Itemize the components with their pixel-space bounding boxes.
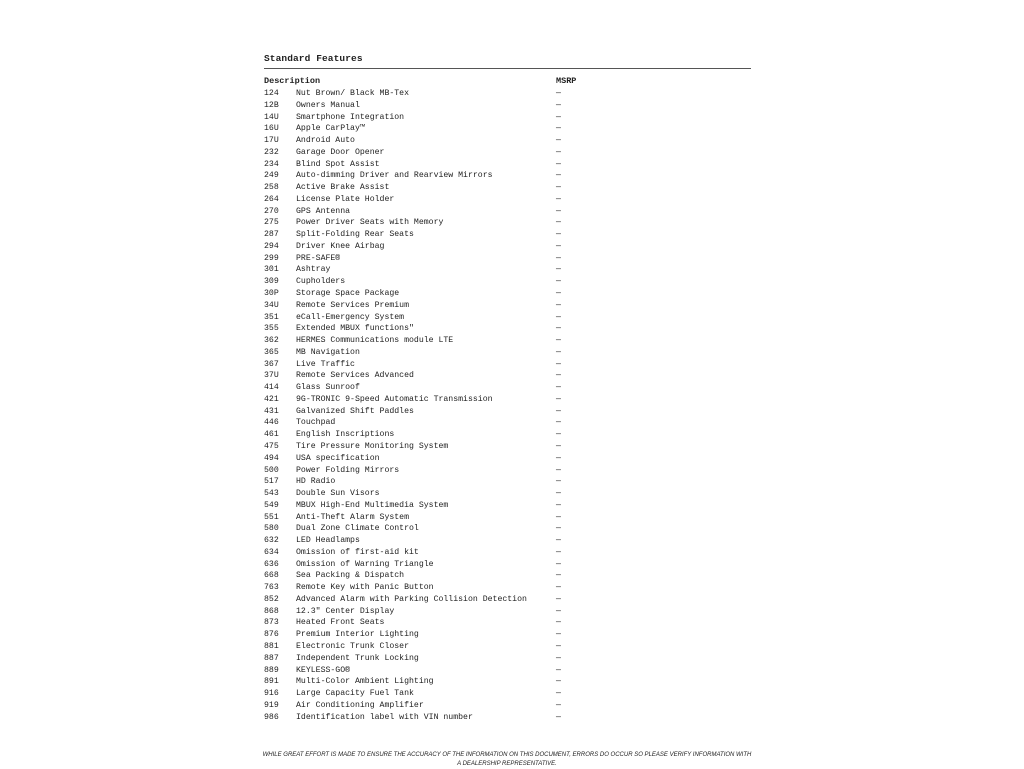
feature-row <box>264 500 584 512</box>
feature-code: 986 <box>264 712 279 722</box>
feature-row <box>264 582 584 594</box>
feature-msrp: — <box>556 665 561 675</box>
feature-msrp: — <box>556 630 561 640</box>
feature-msrp: — <box>556 489 561 499</box>
feature-row <box>264 170 584 182</box>
feature-row <box>264 547 584 559</box>
feature-code: 500 <box>264 465 279 475</box>
feature-msrp: — <box>556 289 561 299</box>
feature-description: Nut Brown/ Black MB-Tex <box>296 89 410 98</box>
feature-msrp: — <box>556 206 561 216</box>
feature-row <box>264 147 584 159</box>
feature-msrp: — <box>556 253 561 263</box>
feature-code: 294 <box>264 241 279 251</box>
feature-code: 232 <box>264 147 279 157</box>
feature-msrp: — <box>556 171 561 181</box>
feature-description: Identification label with VIN number <box>296 712 473 722</box>
feature-row <box>264 523 584 535</box>
feature-description: Ashtray <box>296 265 331 275</box>
feature-code: 475 <box>264 441 279 451</box>
feature-code: 258 <box>264 183 279 193</box>
feature-code: 367 <box>264 359 279 369</box>
feature-msrp: — <box>556 147 561 157</box>
feature-msrp: — <box>556 136 561 146</box>
feature-row <box>264 665 584 677</box>
feature-code: 421 <box>264 394 279 404</box>
feature-description: Touchpad <box>296 418 336 428</box>
feature-msrp: — <box>556 194 561 204</box>
feature-list <box>264 88 584 723</box>
feature-row <box>264 465 584 477</box>
feature-code: 355 <box>264 324 279 334</box>
feature-msrp: — <box>556 677 561 687</box>
feature-msrp: — <box>556 383 561 393</box>
feature-msrp: — <box>556 124 561 134</box>
feature-row <box>264 264 584 276</box>
feature-code: 275 <box>264 218 279 228</box>
feature-msrp: — <box>556 359 561 369</box>
feature-msrp: — <box>556 230 561 240</box>
feature-code: 868 <box>264 606 279 616</box>
feature-code: 543 <box>264 489 279 499</box>
feature-code: 351 <box>264 312 279 322</box>
feature-row <box>264 535 584 547</box>
feature-row <box>264 370 584 382</box>
feature-code: 494 <box>264 453 279 463</box>
feature-description: English Inscriptions <box>296 430 395 440</box>
feature-row <box>264 276 584 288</box>
feature-msrp: — <box>556 218 561 228</box>
feature-code: 299 <box>264 253 279 263</box>
feature-description: Storage Space Package <box>296 289 400 299</box>
feature-code: 549 <box>264 500 279 510</box>
feature-msrp: — <box>556 183 561 193</box>
msrp-column-header: MSRP <box>556 76 577 86</box>
feature-description: Blind Spot Assist <box>296 159 380 169</box>
feature-row <box>264 323 584 335</box>
feature-row <box>264 653 584 665</box>
feature-code: 634 <box>264 547 279 557</box>
feature-description: Extended MBUX functions" <box>296 324 414 334</box>
feature-row <box>264 335 584 347</box>
feature-row <box>264 641 584 653</box>
feature-row <box>264 241 584 253</box>
feature-description: Auto-dimming Driver and Rearview Mirrors <box>296 171 493 181</box>
feature-description: HERMES Communications module LTE <box>296 336 454 346</box>
feature-code: 636 <box>264 559 279 569</box>
feature-msrp: — <box>556 594 561 604</box>
feature-row <box>264 712 584 724</box>
feature-code: 287 <box>264 230 279 240</box>
feature-msrp: — <box>556 536 561 546</box>
feature-msrp: — <box>556 312 561 322</box>
feature-msrp: — <box>556 689 561 699</box>
feature-msrp: — <box>556 524 561 534</box>
feature-description: Smartphone Integration <box>296 112 405 122</box>
feature-msrp: — <box>556 112 561 122</box>
feature-row <box>264 406 584 418</box>
disclaimer: WHILE GREAT EFFORT IS MADE TO ENSURE THE ACCURACY OF THE INFORMATION ON THIS DOCUMENT, ERRORS DO OCCUR SO PLEASE VERIFY INFORMATION WITH A DEALERSHIP REPRESENTATIVE. <box>262 752 752 767</box>
feature-code: 309 <box>264 277 279 287</box>
feature-description: Omission of Warning Triangle <box>296 559 434 569</box>
feature-row <box>264 617 584 629</box>
feature-msrp: — <box>556 512 561 522</box>
feature-code: 414 <box>264 383 279 393</box>
feature-description: Remote Key with Panic Button <box>296 583 434 593</box>
feature-description: Double Sun Visors <box>296 489 380 499</box>
feature-description: Split-Folding Rear Seats <box>296 230 414 240</box>
feature-row <box>264 300 584 312</box>
feature-code: 517 <box>264 477 279 487</box>
feature-code: 34U <box>264 300 279 310</box>
feature-msrp: — <box>556 477 561 487</box>
feature-msrp: — <box>556 712 561 722</box>
feature-row <box>264 594 584 606</box>
feature-description: GPS Antenna <box>296 206 351 216</box>
feature-description: Cupholders <box>296 277 346 287</box>
feature-description: PRE-SAFE® <box>296 253 341 263</box>
feature-row <box>264 253 584 265</box>
feature-row <box>264 676 584 688</box>
feature-code: 876 <box>264 630 279 640</box>
feature-description: Air Conditioning Amplifier <box>296 700 424 710</box>
feature-msrp: — <box>556 430 561 440</box>
feature-description: Multi-Color Ambient Lighting <box>296 677 434 687</box>
feature-code: 37U <box>264 371 279 381</box>
feature-code: 17U <box>264 136 279 146</box>
feature-description: 12.3" Center Display <box>296 606 395 616</box>
feature-msrp: — <box>556 265 561 275</box>
feature-description: LED Headlamps <box>296 536 360 546</box>
feature-row <box>264 135 584 147</box>
feature-row <box>264 159 584 171</box>
feature-row <box>264 312 584 324</box>
section-divider <box>264 68 751 69</box>
feature-row <box>264 441 584 453</box>
feature-description: Electronic Trunk Closer <box>296 641 410 651</box>
feature-description: Dual Zone Climate Control <box>296 524 419 534</box>
feature-description: HD Radio <box>296 477 336 487</box>
feature-description: Remote Services Premium <box>296 300 410 310</box>
feature-row <box>264 123 584 135</box>
feature-code: 919 <box>264 700 279 710</box>
feature-row <box>264 112 584 124</box>
feature-msrp: — <box>556 406 561 416</box>
feature-code: 889 <box>264 665 279 675</box>
feature-row <box>264 288 584 300</box>
feature-row <box>264 182 584 194</box>
feature-msrp: — <box>556 159 561 169</box>
feature-msrp: — <box>556 500 561 510</box>
feature-code: 14U <box>264 112 279 122</box>
feature-description: Active Brake Assist <box>296 183 390 193</box>
feature-code: 881 <box>264 641 279 651</box>
feature-msrp: — <box>556 606 561 616</box>
feature-msrp: — <box>556 394 561 404</box>
feature-row <box>264 559 584 571</box>
feature-description: Tire Pressure Monitoring System <box>296 441 449 451</box>
feature-msrp: — <box>556 453 561 463</box>
feature-row <box>264 476 584 488</box>
feature-description: Large Capacity Fuel Tank <box>296 689 414 699</box>
feature-msrp: — <box>556 559 561 569</box>
feature-description: Live Traffic <box>296 359 355 369</box>
feature-code: 632 <box>264 536 279 546</box>
feature-code: 249 <box>264 171 279 181</box>
feature-row <box>264 382 584 394</box>
feature-msrp: — <box>556 441 561 451</box>
feature-msrp: — <box>556 583 561 593</box>
feature-description: Independent Trunk Locking <box>296 653 419 663</box>
feature-row <box>264 570 584 582</box>
feature-code: 763 <box>264 583 279 593</box>
feature-msrp: — <box>556 347 561 357</box>
feature-description: MB Navigation <box>296 347 360 357</box>
feature-description: Remote Services Advanced <box>296 371 414 381</box>
feature-code: 891 <box>264 677 279 687</box>
feature-code: 580 <box>264 524 279 534</box>
feature-msrp: — <box>556 241 561 251</box>
feature-row <box>264 347 584 359</box>
feature-msrp: — <box>556 100 561 110</box>
feature-code: 887 <box>264 653 279 663</box>
feature-code: 264 <box>264 194 279 204</box>
feature-row <box>264 100 584 112</box>
feature-row <box>264 217 584 229</box>
feature-description: Heated Front Seats <box>296 618 385 628</box>
feature-description: Galvanized Shift Paddles <box>296 406 414 416</box>
feature-code: 852 <box>264 594 279 604</box>
feature-code: 16U <box>264 124 279 134</box>
feature-description: Advanced Alarm with Parking Collision Detection <box>296 594 527 604</box>
feature-description: Android Auto <box>296 136 355 146</box>
feature-code: 446 <box>264 418 279 428</box>
feature-row <box>264 606 584 618</box>
feature-msrp: — <box>556 336 561 346</box>
section-title: Standard Features <box>264 53 363 64</box>
feature-code: 12B <box>264 100 279 110</box>
feature-row <box>264 229 584 241</box>
feature-msrp: — <box>556 618 561 628</box>
feature-row <box>264 417 584 429</box>
feature-description: Premium Interior Lighting <box>296 630 419 640</box>
feature-row <box>264 488 584 500</box>
feature-row <box>264 629 584 641</box>
feature-row <box>264 429 584 441</box>
feature-code: 668 <box>264 571 279 581</box>
feature-code: 301 <box>264 265 279 275</box>
feature-description: Anti-Theft Alarm System <box>296 512 410 522</box>
feature-description: MBUX High-End Multimedia System <box>296 500 449 510</box>
feature-code: 365 <box>264 347 279 357</box>
feature-code: 124 <box>264 89 279 98</box>
feature-msrp: — <box>556 700 561 710</box>
feature-description: Sea Packing & Dispatch <box>296 571 405 581</box>
feature-msrp: — <box>556 277 561 287</box>
feature-row <box>264 394 584 406</box>
feature-code: 461 <box>264 430 279 440</box>
feature-msrp: — <box>556 641 561 651</box>
feature-msrp: — <box>556 465 561 475</box>
feature-description: Apple CarPlay™ <box>296 124 365 134</box>
feature-description: Omission of first-aid kit <box>296 547 419 557</box>
feature-row <box>264 359 584 371</box>
feature-description: Power Folding Mirrors <box>296 465 400 475</box>
feature-msrp: — <box>556 300 561 310</box>
feature-msrp: — <box>556 324 561 334</box>
feature-description: eCall-Emergency System <box>296 312 405 322</box>
feature-msrp: — <box>556 547 561 557</box>
feature-row <box>264 512 584 524</box>
feature-description: Garage Door Opener <box>296 147 385 157</box>
feature-row <box>264 453 584 465</box>
feature-code: 916 <box>264 689 279 699</box>
feature-code: 551 <box>264 512 279 522</box>
feature-description: License Plate Holder <box>296 194 395 204</box>
feature-msrp: — <box>556 89 561 98</box>
feature-row <box>264 194 584 206</box>
feature-code: 30P <box>264 289 279 299</box>
feature-msrp: — <box>556 571 561 581</box>
feature-code: 270 <box>264 206 279 216</box>
feature-row <box>264 700 584 712</box>
feature-msrp: — <box>556 653 561 663</box>
feature-description: Glass Sunroof <box>296 383 360 393</box>
feature-code: 873 <box>264 618 279 628</box>
feature-row <box>264 688 584 700</box>
feature-description: 9G-TRONIC 9-Speed Automatic Transmission <box>296 394 493 404</box>
feature-description: Power Driver Seats with Memory <box>296 218 444 228</box>
feature-description: KEYLESS-GO® <box>296 665 351 675</box>
feature-code: 431 <box>264 406 279 416</box>
description-column-header: Description <box>264 76 321 86</box>
feature-msrp: — <box>556 371 561 381</box>
feature-msrp: — <box>556 418 561 428</box>
feature-row <box>264 88 584 100</box>
feature-code: 234 <box>264 159 279 169</box>
feature-description: Owners Manual <box>296 100 360 110</box>
feature-row <box>264 206 584 218</box>
feature-description: USA specification <box>296 453 380 463</box>
feature-code: 362 <box>264 336 279 346</box>
feature-description: Driver Knee Airbag <box>296 241 385 251</box>
